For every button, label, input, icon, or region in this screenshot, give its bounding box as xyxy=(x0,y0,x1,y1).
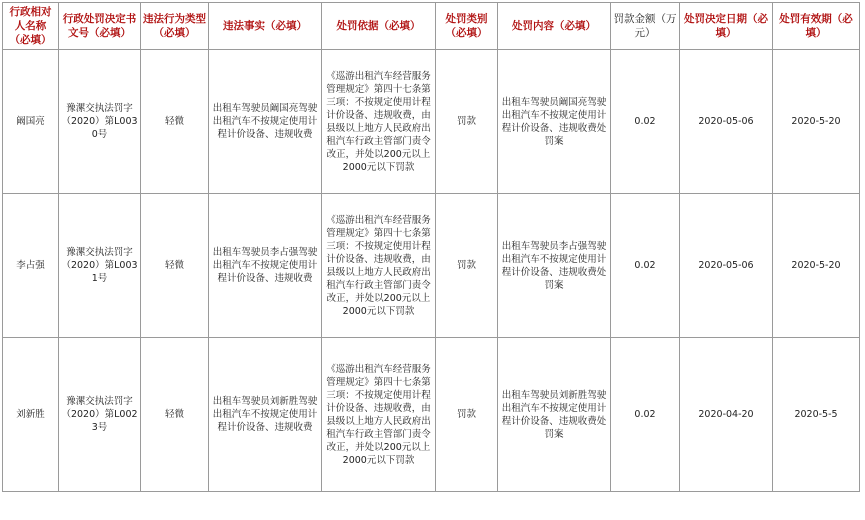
cell-facts: 出租车驾驶员阚国亮驾驶出租汽车不按规定使用计程计价设备、违规收费 xyxy=(209,50,322,194)
cell-date: 2020-05-06 xyxy=(680,50,773,194)
cell-doc-no: 豫漯交执法罚字（2020）第L0031号 xyxy=(59,194,141,338)
cell-basis: 《巡游出租汽车经营服务管理规定》第四十七条第三项：不按规定使用计程计价设备、违规收费，由县级以上地方人民政府出租汽车行政主管部门责令改正，并处以200元以上2000元以下罚款 xyxy=(322,50,436,194)
cell-valid: 2020-5-20 xyxy=(773,50,860,194)
cell-valid: 2020-5-20 xyxy=(773,194,860,338)
cell-category: 罚款 xyxy=(436,338,498,492)
cell-basis: 《巡游出租汽车经营服务管理规定》第四十七条第三项：不按规定使用计程计价设备、违规收费，由县级以上地方人民政府出租汽车行政主管部门责令改正，并处以200元以上2000元以下罚款 xyxy=(322,194,436,338)
table-row xyxy=(3,50,860,194)
header-valid: 处罚有效期（必填） xyxy=(773,3,860,50)
cell-content: 出租车驾驶员刘新胜驾驶出租汽车不按规定使用计程计价设备、违规收费处罚案 xyxy=(498,338,611,492)
cell-date: 2020-05-06 xyxy=(680,194,773,338)
table-row xyxy=(3,194,860,338)
cell-facts: 出租车驾驶员刘新胜驾驶出租汽车不按规定使用计程计价设备、违规收费 xyxy=(209,338,322,492)
cell-amount: 0.02 xyxy=(611,338,680,492)
header-name: 行政相对人名称（必填） xyxy=(3,3,59,50)
cell-name: 李占强 xyxy=(3,194,59,338)
header-doc-no: 行政处罚决定书文号（必填） xyxy=(59,3,141,50)
cell-amount: 0.02 xyxy=(611,194,680,338)
cell-type: 轻微 xyxy=(141,50,209,194)
header-basis: 处罚依据（必填） xyxy=(322,3,436,50)
cell-amount: 0.02 xyxy=(611,50,680,194)
header-content: 处罚内容（必填） xyxy=(498,3,611,50)
cell-type: 轻微 xyxy=(141,338,209,492)
cell-doc-no: 豫漯交执法罚字（2020）第L0030号 xyxy=(59,50,141,194)
cell-category: 罚款 xyxy=(436,50,498,194)
cell-basis: 《巡游出租汽车经营服务管理规定》第四十七条第三项：不按规定使用计程计价设备、违规收费，由县级以上地方人民政府出租汽车行政主管部门责令改正，并处以200元以上2000元以下罚款 xyxy=(322,338,436,492)
cell-content: 出租车驾驶员李占强驾驶出租汽车不按规定使用计程计价设备、违规收费处罚案 xyxy=(498,194,611,338)
cell-category: 罚款 xyxy=(436,194,498,338)
cell-content: 出租车驾驶员阚国亮驾驶出租汽车不按规定使用计程计价设备、违规收费处罚案 xyxy=(498,50,611,194)
table-row xyxy=(3,338,860,492)
penalty-table xyxy=(2,2,860,492)
header-amount: 罚款金额（万元） xyxy=(611,3,680,50)
header-date: 处罚决定日期（必填） xyxy=(680,3,773,50)
cell-date: 2020-04-20 xyxy=(680,338,773,492)
cell-valid: 2020-5-5 xyxy=(773,338,860,492)
cell-facts: 出租车驾驶员李占强驾驶出租汽车不按规定使用计程计价设备、违规收费 xyxy=(209,194,322,338)
table-header-row xyxy=(3,3,860,50)
cell-name: 阚国亮 xyxy=(3,50,59,194)
cell-type: 轻微 xyxy=(141,194,209,338)
header-type: 违法行为类型（必填） xyxy=(141,3,209,50)
header-facts: 违法事实（必填） xyxy=(209,3,322,50)
header-category: 处罚类别（必填） xyxy=(436,3,498,50)
cell-name: 刘新胜 xyxy=(3,338,59,492)
cell-doc-no: 豫漯交执法罚字（2020）第L0023号 xyxy=(59,338,141,492)
